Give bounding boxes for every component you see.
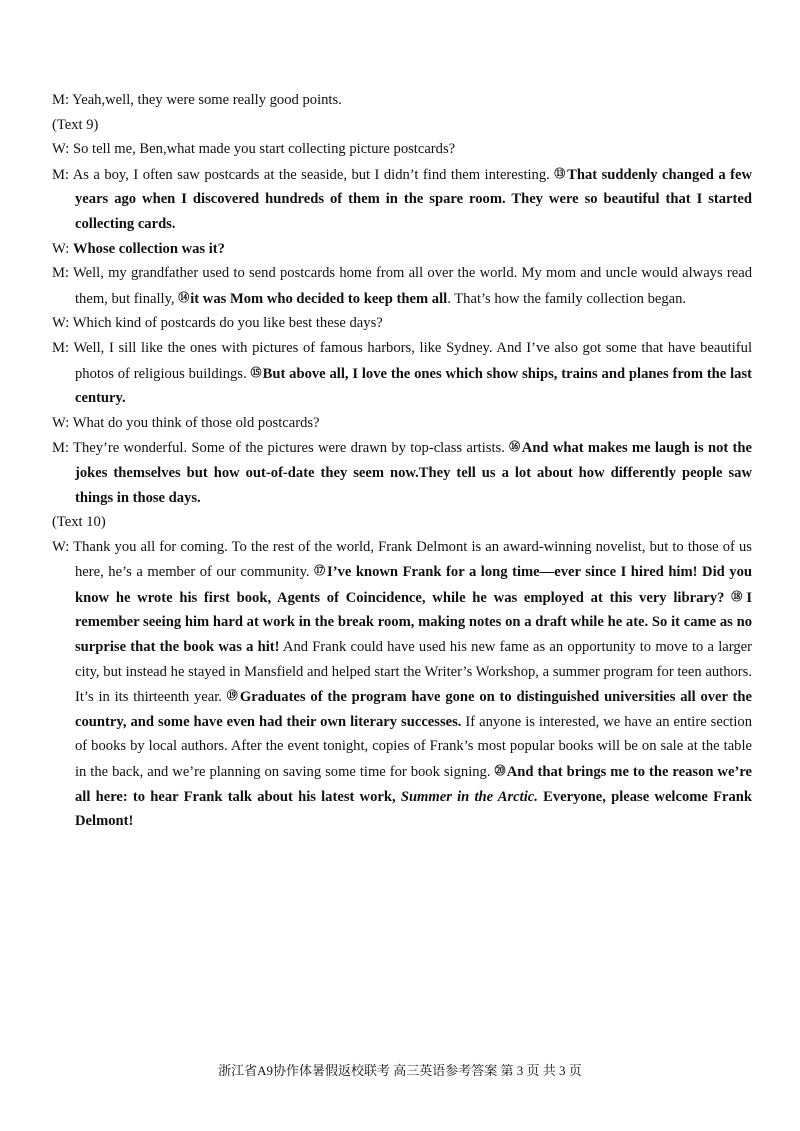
- transcript-text: What do you think of those old postcards?: [72, 414, 320, 431]
- answer-text: Summer in the Arctic.: [400, 788, 538, 805]
- speaker-label: W:: [52, 240, 70, 257]
- dialogue-line: [52, 88, 752, 113]
- answer-text: I’ve known Frank for a long time—ever since I hired him! Did you know he wrote his first book, Agents of Coincidence, while he was employed at this very library?: [75, 564, 753, 606]
- speaker-label: W:: [52, 538, 70, 555]
- answer-text: And what makes me laugh is not the jokes themselves but how out-of-date they seem now.They tell us a lot about how differently people saw things in those days.: [75, 440, 753, 506]
- transcript-text: As a boy, I often saw postcards at the seaside, but I didn’t find them interesting.: [72, 166, 555, 183]
- speaker-label: W:: [52, 414, 70, 431]
- speaker-label: M:: [52, 92, 70, 108]
- transcript-text: Yeah,well, they were some really good points.: [72, 92, 342, 108]
- transcript-text: Which kind of postcards do you like best these days?: [72, 315, 383, 332]
- answer-text: it was Mom who decided to keep them all: [190, 290, 448, 307]
- transcript-text: They’re wonderful. Some of the pictures were drawn by top-class artists.: [73, 440, 510, 457]
- page-footer: 浙江省A9协作体暑假返校联考 高三英语参考答案 第 3 页 共 3 页: [218, 1063, 582, 1078]
- dialogue-line: [52, 336, 752, 411]
- question-number-marker: ⑯: [509, 441, 521, 454]
- dialogue-line: [52, 237, 752, 262]
- section-heading: [52, 113, 752, 138]
- answer-text: But above all, I love the ones which show ships, trains and planes from the last century.: [75, 365, 752, 407]
- dialogue-line: [52, 411, 752, 436]
- answer-text: That suddenly changed a few years ago when I discovered hundreds of them in the spare room. They were so beautiful that I started collecting cards.: [75, 166, 753, 232]
- dialogue-line: [52, 435, 752, 510]
- dialogue-line: [52, 162, 752, 237]
- transcript-text: Well, my grandfather used to send postcards home from all over the world. My mom and uncle would always read them, but finally,: [73, 265, 752, 307]
- speaker-label: M:: [52, 265, 70, 282]
- answer-text: I remember seeing him hard at work in the break room, making notes on a draft while he ate. So it came as no surprise that the book was a hit!: [75, 589, 752, 656]
- question-number-marker: ⑰: [314, 565, 327, 578]
- transcript-text: (Text 10): [52, 514, 106, 531]
- question-number-marker: ⑬: [554, 167, 567, 180]
- dialogue-line: [52, 137, 752, 162]
- section-heading: [52, 510, 752, 535]
- transcript-text: And Frank could have used his new fame as an opportunity to move to a larger city, but instead he stayed in Mansfield and helped start the Writer’s Workshop, a summer program for teen authors. It’s in its thirteenth year.: [75, 639, 752, 706]
- transcript-text: Well, I sill like the ones with pictures of famous harbors, like Sydney. And I’ve also got some that have beautiful photos of religious buildings.: [73, 339, 752, 382]
- question-number-marker: ⑲: [226, 690, 239, 703]
- speaker-label: M:: [52, 440, 70, 457]
- dialogue-line: [52, 535, 752, 834]
- speaker-label: M:: [52, 339, 70, 356]
- answer-text: Everyone, please welcome Frank Delmont!: [75, 788, 752, 830]
- answer-text: Graduates of the program have gone on to distinguished universities all over the country, and some have even had their own literary successes.: [75, 689, 753, 730]
- dialogue-line: [52, 311, 752, 336]
- transcript-text: If anyone is interested, we have an entire section of books by local authors. After the event tonight, copies of Frank’s most popular books will be on sale at the table in the back, and we’re planning on saving some time for book signing.: [75, 713, 752, 781]
- transcript-text: Thank you all for coming. To the rest of the world, Frank Delmont is an award-winning novelist, but to those of us here, he’s a member of our community.: [73, 538, 752, 581]
- speaker-label: M:: [52, 166, 70, 183]
- question-number-marker: ⑱: [731, 590, 746, 603]
- question-number-marker: ⑭: [178, 291, 190, 304]
- speaker-label: W:: [52, 141, 70, 158]
- dialogue-line: [52, 261, 752, 311]
- speaker-label: W:: [52, 315, 70, 332]
- question-number-marker: ⑳: [494, 765, 506, 778]
- answer-text: And that brings me to the reason we’re all here: to hear Frank talk about his latest work,: [75, 764, 753, 805]
- transcript: [52, 88, 752, 834]
- answer-text: Whose collection was it?: [72, 240, 225, 257]
- transcript-text: (Text 9): [52, 116, 99, 133]
- transcript-text: . That’s how the family collection began.: [447, 290, 687, 307]
- transcript-text: So tell me, Ben,what made you start collecting picture postcards?: [72, 141, 456, 158]
- question-number-marker: ⑮: [250, 366, 262, 379]
